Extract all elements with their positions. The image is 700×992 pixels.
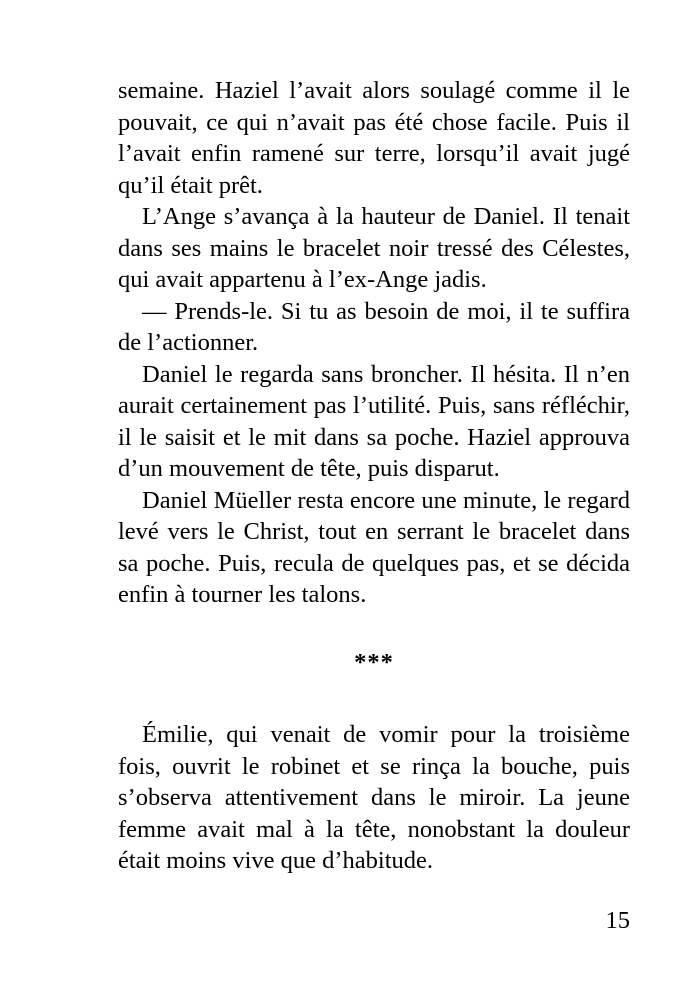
- page-body: [118, 75, 630, 877]
- paragraph-6: Émilie, qui venait de vomir pour la troisième fois, ouvrit le robinet et se rinça la bouche, puis s’observa attentivement dans le miroir. La jeune femme avait mal à la tête, nonobstant la douleur était moins vive que d’habitude.: [118, 721, 630, 874]
- paragraph-4: Daniel le regarda sans broncher. Il hésita. Il n’en aurait certainement pas l’utilité. Puis, sans réfléchir, il le saisit et le mit dans sa poche. Haziel approuva d’un mouvement de tête, puis disparut.: [118, 360, 630, 482]
- paragraph-5: Daniel Müeller resta encore une minute, le regard levé vers le Christ, tout en serrant le bracelet dans sa poche. Puis, recula de quelques pas, et se décida enfin à tourner les talons.: [118, 486, 630, 608]
- paragraph-2: L’Ange s’avança à la hauteur de Daniel. Il tenait dans ses mains le bracelet noir tressé des Célestes, qui avait appartenu à l’ex-Ange jadis.: [118, 203, 630, 293]
- paragraph-1: semaine. Haziel l’avait alors soulagé comme il le pouvait, ce qui n’avait pas été chose facile. Puis il l’avait enfin ramené sur terre, lorsqu’il avait jugé qu’il était prêt.: [118, 77, 630, 199]
- paragraph-3: — Prends-le. Si tu as besoin de moi, il te suffira de l’actionner.: [118, 297, 630, 356]
- scene-break-separator: ***: [354, 648, 394, 676]
- page-number: 15: [605, 907, 630, 934]
